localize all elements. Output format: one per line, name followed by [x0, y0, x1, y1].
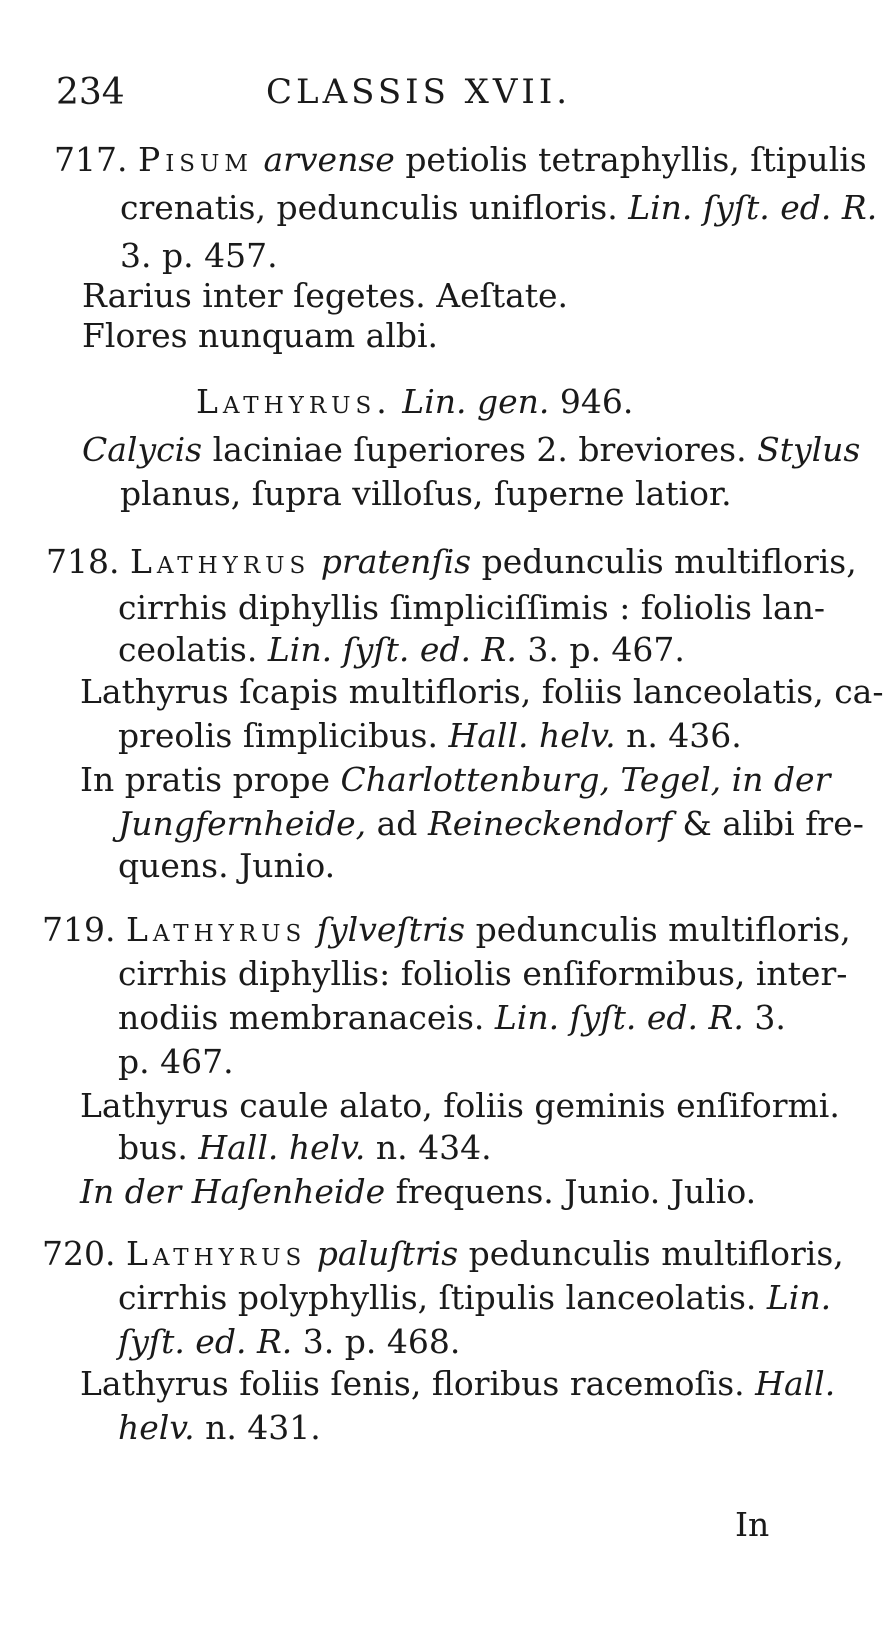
- entry-720-line-1: 720. Lathyrus paluſtris pedunculis multifloris,: [42, 1234, 844, 1273]
- place-names: Charlottenburg, Tegel, in der: [340, 760, 831, 799]
- diagnosis-text: crenatis, pedunculis unifloris.: [120, 188, 618, 227]
- entry-720-line-3: ſyſt. ed. R. 3. p. 468.: [118, 1322, 461, 1361]
- entry-number: 719.: [42, 910, 116, 949]
- entry-720-line-5: helv. n. 431.: [118, 1408, 321, 1447]
- entry-719-line-7: In der Haſenheide frequens. Junio. Julio.: [80, 1172, 757, 1211]
- entry-number: 718.: [46, 542, 120, 581]
- entry-717-line-1: [54, 138, 867, 182]
- genus-name: Lathyrus: [129, 542, 311, 581]
- genus-title: Lathyrus.: [196, 382, 392, 421]
- genus-name: Pisum: [137, 140, 253, 179]
- species-name: arvense: [263, 140, 395, 179]
- genus-number: 946.: [559, 382, 634, 421]
- genus-name: Lathyrus: [125, 910, 307, 949]
- reference: Lin.: [766, 1278, 832, 1317]
- entry-720-line-4: Lathyrus foliis ſenis, floribus racemoſis. Hall.: [80, 1364, 836, 1403]
- reference: Lin. ſyſt. ed. R.: [267, 630, 517, 669]
- reference: Hall.: [755, 1364, 836, 1403]
- entry-718-line-3: ceolatis. Lin. ſyſt. ed. R. 3. p. 467.: [118, 630, 685, 669]
- reference: Lin. ſyſt. ed. R.: [494, 998, 744, 1037]
- entry-718-line-1: 718. Lathyrus pratenſis pedunculis multifloris,: [46, 542, 857, 581]
- entry-720-line-2: cirrhis polyphyllis, ſtipulis lanceolatis. Lin.: [118, 1278, 832, 1317]
- species-name: paluſtris: [316, 1234, 459, 1273]
- entry-number: 717.: [54, 140, 128, 179]
- entry-718-line-7: Jungfernheide, ad Reineckendorf & alibi fre-: [118, 804, 864, 843]
- entry-719-line-1: 719. Lathyrus ſylveſtris pedunculis multifloris,: [42, 910, 851, 949]
- entry-717-habitat: Rarius inter ſegetes. Aeſtate.: [82, 276, 569, 315]
- species-name: ſylveſtris: [316, 910, 466, 949]
- entry-719-line-5: Lathyrus caule alato, foliis geminis enſiformi.: [80, 1086, 840, 1125]
- genus-reference: Lin. gen.: [402, 382, 550, 421]
- reference: Hall. helv.: [198, 1128, 366, 1167]
- page-number: 234: [56, 72, 125, 113]
- entry-719-line-3: nodiis membranaceis. Lin. ſyſt. ed. R. 3.: [118, 998, 786, 1037]
- reference: helv.: [118, 1408, 195, 1447]
- page-header: [56, 68, 776, 116]
- description-line-1: Calycis laciniae ſuperiores 2. breviores. Stylus: [82, 430, 861, 469]
- entry-number: 720.: [42, 1234, 116, 1273]
- running-head: CLASSIS XVII.: [266, 72, 572, 112]
- entry-717-line-2: [120, 186, 877, 230]
- reference: ſyſt. ed. R.: [118, 1322, 293, 1361]
- entry-719-line-2: cirrhis diphyllis: foliolis enſiformibus, inter-: [118, 954, 848, 993]
- entry-719-line-4: p. 467.: [118, 1042, 234, 1081]
- reference: Hall. helv.: [448, 716, 616, 755]
- entry-718-line-4: Lathyrus ſcapis multifloris, foliis lanceolatis, ca-: [80, 672, 884, 711]
- reference-page: 3. p. 457.: [120, 236, 278, 275]
- entry-718-line-6: In pratis prope Charlottenburg, Tegel, in der: [80, 760, 831, 799]
- entry-718-line-5: preolis ſimplicibus. Hall. helv. n. 436.: [118, 716, 742, 755]
- description-line-2: planus, ſupra villoſus, ſuperne latior.: [120, 474, 732, 513]
- entry-718-line-2: cirrhis diphyllis ſimpliciſſimis : foliolis lan-: [118, 588, 826, 627]
- entry-719-line-6: bus. Hall. helv. n. 434.: [118, 1128, 492, 1167]
- entry-717-note: Flores nunquam albi.: [82, 316, 439, 355]
- genus-heading: [196, 380, 633, 424]
- reference: Lin. ſyſt. ed. R.: [628, 188, 878, 227]
- species-name: pratenſis: [320, 542, 472, 581]
- catchword: In: [735, 1505, 770, 1544]
- entry-717-line-3: [120, 234, 278, 278]
- diagnosis-text: petiolis tetraphyllis, ſtipulis: [405, 140, 867, 179]
- entry-718-line-8: quens. Junio.: [118, 846, 336, 885]
- genus-name: Lathyrus: [125, 1234, 307, 1273]
